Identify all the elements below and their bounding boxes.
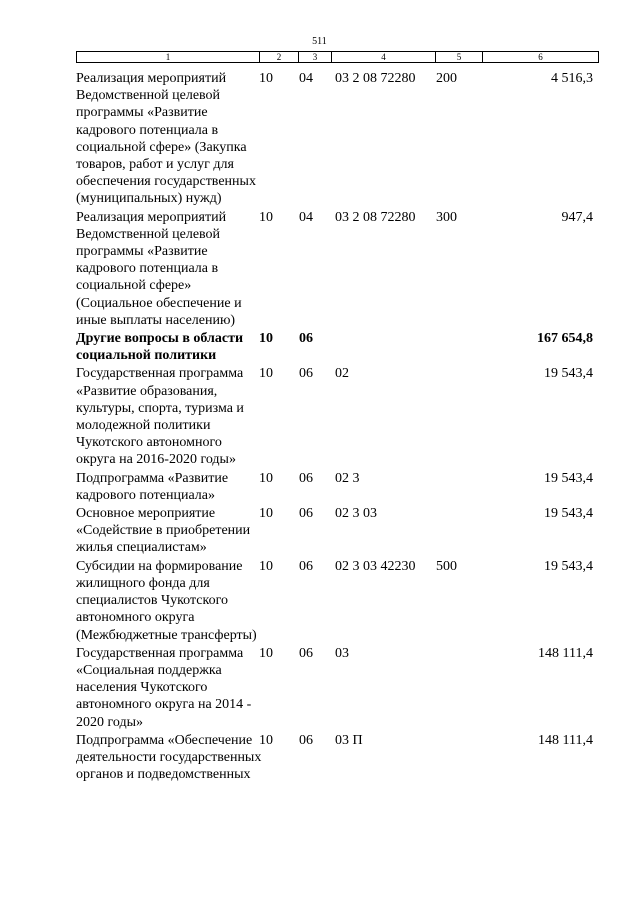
row-target-article: 02 3	[335, 470, 360, 486]
column-header-2: 2	[259, 51, 299, 63]
budget-table-body	[0, 70, 639, 784]
column-header-1: 1	[76, 51, 260, 63]
row-amount: 19 543,4	[544, 506, 593, 522]
row-expense-type: 300	[436, 209, 457, 225]
row-amount: 148 111,4	[538, 732, 593, 748]
row-subsection: 06	[299, 470, 313, 486]
table-row	[0, 558, 639, 645]
row-subsection: 06	[299, 506, 313, 522]
row-name: Другие вопросы в области социальной политики	[76, 331, 244, 364]
row-section: 10	[259, 645, 273, 661]
row-subsection: 06	[299, 645, 313, 661]
row-name: Подпрограмма «Развитие кадрового потенциала»	[76, 470, 229, 503]
table-row	[0, 330, 639, 365]
row-subsection: 06	[299, 732, 313, 748]
row-amount: 19 543,4	[544, 366, 593, 382]
row-subsection: 06	[299, 366, 313, 382]
row-name: Государственная программа «Социальная поддержка населения Чукотского автономного округа на 2014 - 2020 годы»	[76, 645, 252, 730]
row-section: 10	[259, 470, 273, 486]
row-name: Основное мероприятие «Содействие в приобретении жилья специалистам»	[76, 506, 251, 556]
row-section: 10	[259, 732, 273, 748]
table-row	[0, 70, 639, 209]
row-amount: 167 654,8	[537, 331, 593, 347]
page-number: 511	[312, 36, 327, 47]
row-target-article: 03 2 08 72280	[335, 209, 416, 225]
table-row	[0, 505, 639, 558]
row-name: Государственная программа «Развитие образования, культуры, спорта, туризма и молодежной политики Чукотского автономного округа на 2016-2020 годы»	[76, 366, 244, 468]
row-amount: 19 543,4	[544, 470, 593, 486]
row-subsection: 04	[299, 71, 313, 86]
table-row	[0, 645, 639, 732]
row-section: 10	[259, 558, 273, 574]
row-name: Субсидии на формирование жилищного фонда для специалистов Чукотского автономного округа (Межбюджетные трансферты)	[76, 558, 257, 643]
row-name: Реализация мероприятий Ведомственной целевой программы «Развитие кадрового потенциала в социальной сфере» (Социальное обеспечение и иные выплаты населению)	[76, 209, 242, 328]
row-name: Реализация мероприятий Ведомственной целевой программы «Развитие кадрового потенциала в социальной сфере» (Закупка товаров, работ и услуг для обеспечения государственных (муниципальных) нужд)	[76, 71, 256, 207]
row-section: 10	[259, 209, 273, 225]
row-section: 10	[259, 366, 273, 382]
row-name: Подпрограмма «Обеспечение деятельности государственных органов и подведомственных	[76, 732, 262, 783]
row-subsection: 06	[299, 558, 313, 574]
column-header-3: 3	[298, 51, 332, 63]
row-subsection: 04	[299, 209, 313, 225]
row-amount: 947,4	[561, 209, 593, 225]
row-subsection: 06	[299, 331, 313, 347]
table-row	[0, 365, 639, 469]
column-header-6: 6	[482, 51, 599, 63]
row-target-article: 02	[335, 366, 349, 382]
row-amount: 148 111,4	[538, 645, 593, 661]
row-amount: 4 516,3	[551, 71, 593, 86]
column-header-5: 5	[435, 51, 483, 63]
row-target-article: 02 3 03	[335, 506, 377, 522]
row-expense-type: 500	[436, 558, 457, 574]
row-section: 10	[259, 331, 273, 347]
row-section: 10	[259, 506, 273, 522]
row-section: 10	[259, 71, 273, 86]
row-amount: 19 543,4	[544, 558, 593, 574]
table-row	[0, 209, 639, 330]
table-row	[0, 732, 639, 785]
row-expense-type: 200	[436, 71, 457, 86]
column-header-4: 4	[331, 51, 436, 63]
row-target-article: 03 П	[335, 732, 363, 748]
row-target-article: 02 3 03 42230	[335, 558, 416, 574]
row-target-article: 03	[335, 645, 349, 661]
table-row	[0, 470, 639, 505]
row-target-article: 03 2 08 72280	[335, 71, 416, 86]
